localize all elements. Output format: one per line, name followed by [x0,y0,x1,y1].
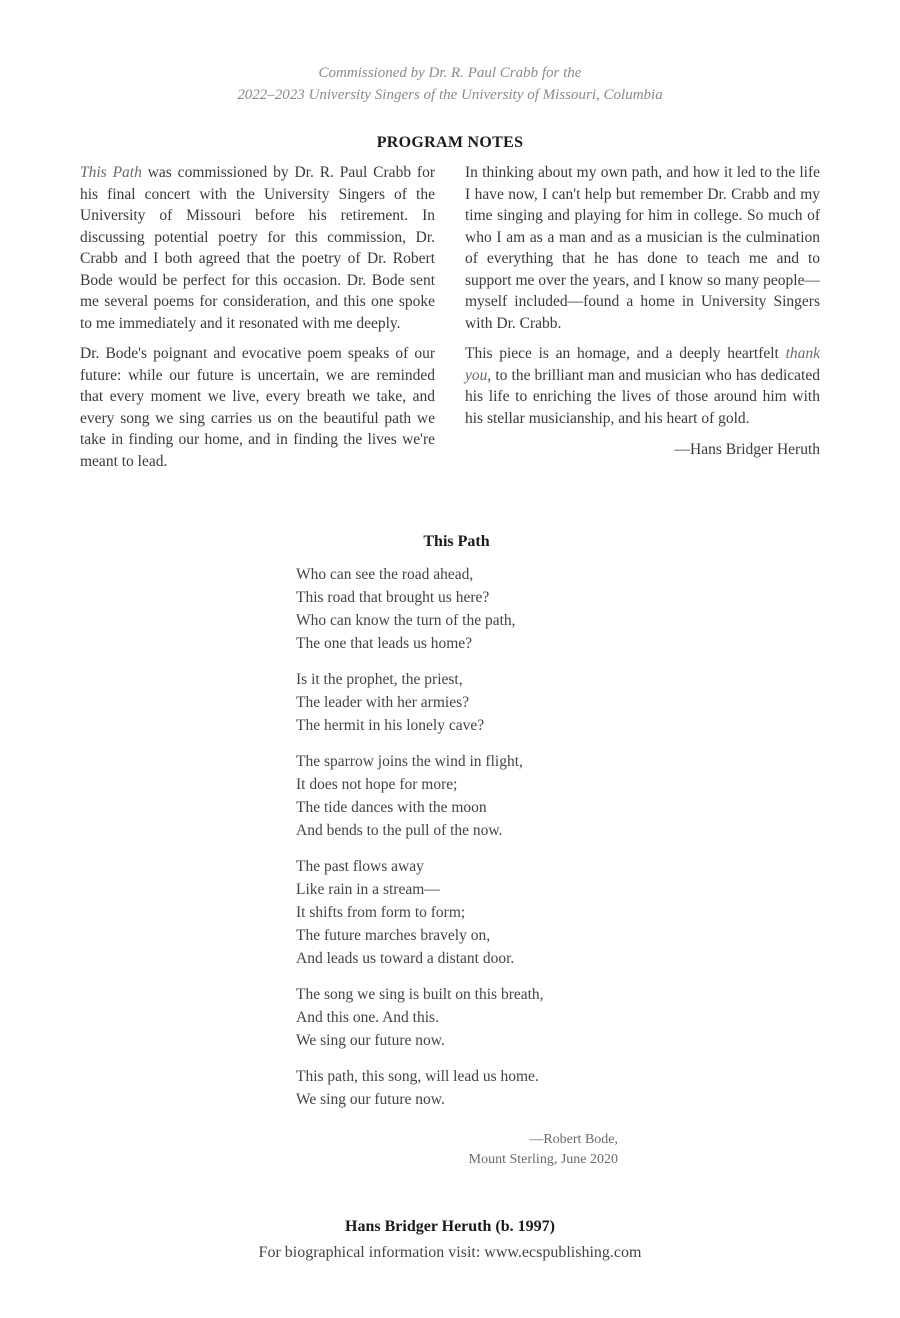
work-title-italic: This Path [80,164,142,181]
poem-place-date: Mount Sterling, June 2020 [468,1152,618,1167]
program-notes-right-column [465,162,820,461]
poem-line: We sing our future now. [296,1032,445,1049]
poem-line: The sparrow joins the wind in flight, [296,753,523,770]
poem-attribution [469,1130,618,1170]
notes-paragraph-text: This piece is an homage, and a deeply heartfelt [465,345,786,362]
notes-paragraph: In thinking about my own path, and how it led to the life I have now, I can't help but remember Dr. Crabb and my time singing and playing for him in college. So much of who I am as a man and as a musician is the culmination of everything that he has done to teach me and to support me over the years, and I know so many people—myself included—found a home in University Singers with Dr. Crabb. [465,164,820,332]
poem-line: The future marches bravely on, [296,927,491,944]
poem-line: Who can see the road ahead, [296,566,474,583]
poem-stanza [296,563,696,655]
notes-paragraph [80,162,435,334]
notes-paragraph: Dr. Bode's poignant and evocative poem speaks of our future: while our future is uncertain, we are reminded that every moment we live, every breath we take, and every song we sing carries us on the beautiful path we take in finding our home, and in finding the lives we're meant to lead. [80,345,435,470]
biography-info: For biographical information visit: www.ecspublishing.com [258,1244,642,1261]
poem-line: The leader with her armies? [296,694,469,711]
poem-line: The hermit in his lonely cave? [296,717,485,734]
commission-line-1: Commissioned by Dr. R. Paul Crabb for the [318,65,582,81]
poem-stanza [296,855,696,970]
poem-stanza [296,750,696,842]
notes-paragraph-text: was commissioned by Dr. R. Paul Crabb for his final concert with the University Singers of the University of Missouri before his retirement. In discussing potential poetry for this commission, Dr. Crabb and I both agreed that the poetry of Dr. Robert Bode would be perfect for this occasion. Dr. Bode sent me several poems for consideration, and this one spoke to me immediately and it resonated with me deeply. [80,164,435,332]
program-notes-heading: PROGRAM NOTES [376,134,524,151]
poem-line: The one that leads us home? [296,635,473,652]
commission-note [0,62,900,106]
poem-line: This path, this song, will lead us home. [296,1068,539,1085]
poem-line: This road that brought us here? [296,589,490,606]
notes-paragraph-text: , to the brilliant man and musician who has dedicated his life to enriching the lives of those around him with his stellar musicianship, and his heart of gold. [465,366,820,427]
poem-line: And bends to the pull of the now. [296,822,503,839]
composer-name: Hans Bridger Heruth (b. 1997) [345,1218,555,1235]
poem-line: We sing our future now. [296,1091,445,1108]
poem-title: This Path [423,533,490,550]
poem-line: The past flows away [296,858,424,875]
commission-line-2: 2022–2023 University Singers of the University of Missouri, Columbia [237,87,663,103]
poem-line: Is it the prophet, the priest, [296,671,463,688]
program-notes-left-column [80,162,435,481]
poem-stanza [296,668,696,737]
poem-author: —Robert Bode, [529,1132,618,1147]
notes-paragraph [465,343,820,429]
poem-line: It does not hope for more; [296,776,458,793]
thank-you-italic: thank you [465,345,820,384]
poem-line: Who can know the turn of the path, [296,612,516,629]
poem-line: Like rain in a stream— [296,881,440,898]
poem-line: It shifts from form to form; [296,904,466,921]
poem-body [296,563,696,1124]
notes-signature: —Hans Bridger Heruth [674,441,820,458]
poem-line: And leads us toward a distant door. [296,950,515,967]
poem-line: And this one. And this. [296,1009,439,1026]
poem-line: The song we sing is built on this breath, [296,986,544,1003]
poem-line: The tide dances with the moon [296,799,487,816]
poem-stanza [296,983,696,1052]
poem-stanza [296,1065,696,1111]
